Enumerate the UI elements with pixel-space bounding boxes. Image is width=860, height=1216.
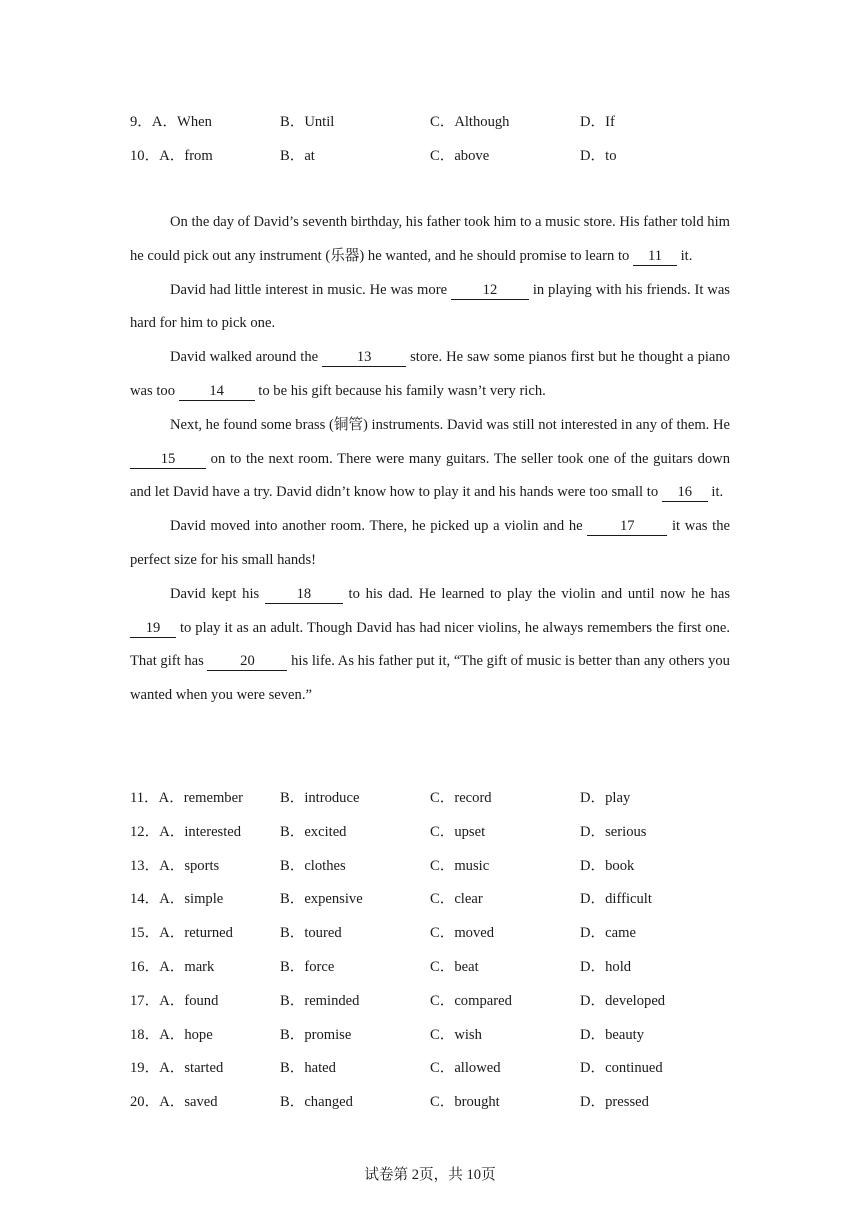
option-a: A．from	[159, 148, 213, 164]
option-d: D．pressed	[580, 1094, 649, 1111]
option-a: A．mark	[159, 959, 215, 975]
option-b: B．reminded	[280, 992, 360, 1009]
option-c: C．clear	[430, 891, 483, 908]
passage-text: to be his gift because his family wasn’t very rich.	[254, 382, 546, 399]
blank-14: 14	[179, 383, 255, 401]
passage-paragraph-1	[130, 206, 730, 274]
question-number-and-option-a	[130, 888, 223, 910]
blank-11: 11	[633, 248, 677, 266]
option-d: D．serious	[580, 823, 647, 840]
question-row-10	[130, 145, 750, 167]
option-d: D．came	[580, 925, 636, 942]
question-number-and-option-a	[130, 145, 213, 167]
option-c: C．allowed	[430, 1060, 501, 1077]
question-number-and-option-a	[130, 1091, 218, 1113]
passage-text: David had little interest in music. He was more	[170, 281, 451, 298]
option-c: C．compared	[430, 992, 512, 1009]
question-number: 10．	[130, 148, 160, 164]
passage-text: it.	[676, 247, 693, 264]
option-b: B．force	[280, 959, 335, 975]
passage-text: it.	[707, 484, 724, 501]
question-number: 12．	[130, 823, 160, 840]
option-d: D．developed	[580, 992, 666, 1009]
cloze-passage	[130, 206, 730, 713]
option-d: D．book	[580, 857, 635, 874]
blank-19: 19	[130, 620, 176, 638]
passage-text: to his dad. He learned to play the violin and until now he has	[342, 585, 730, 602]
option-a: A．hope	[159, 1026, 213, 1043]
question-number-and-option-a	[130, 855, 219, 877]
passage-paragraph-4	[130, 409, 730, 510]
passage-text: store. He saw some pianos first but he thought a piano was too	[130, 349, 730, 399]
option-a: A．started	[159, 1060, 224, 1077]
option-c: C．music	[430, 857, 490, 874]
option-d: D．If	[580, 114, 615, 130]
question-number: 15．	[130, 925, 160, 942]
question-number: 13．	[130, 857, 160, 874]
question-row	[130, 855, 750, 877]
question-row	[130, 990, 750, 1012]
option-c: C．wish	[430, 1026, 482, 1043]
blank-13: 13	[322, 349, 406, 367]
option-a: A．found	[159, 992, 219, 1009]
option-a: A．saved	[159, 1094, 218, 1111]
option-d: D．continued	[580, 1060, 663, 1077]
option-a: A．returned	[159, 925, 233, 942]
blank-17: 17	[587, 518, 667, 536]
passage-text: Next, he found some brass (铜管) instruments. David was still not interested in any of them. He	[170, 416, 730, 433]
passage-text: his life. As his father put it, “The gift of music is better than any others you wanted when you were seven.”	[130, 653, 730, 704]
blank-15: 15	[130, 451, 206, 469]
question-number: 19．	[130, 1060, 160, 1077]
option-a: A．remember	[158, 790, 243, 806]
question-number-and-option-a	[130, 111, 212, 133]
question-row	[130, 922, 750, 944]
option-c: C．brought	[430, 1094, 500, 1111]
option-b: B．changed	[280, 1094, 353, 1111]
page-footer: 试卷第 2页，共 10页	[364, 1167, 496, 1183]
option-d: D．to	[580, 148, 617, 164]
option-d: D．play	[580, 790, 631, 806]
question-number-and-option-a	[130, 990, 218, 1012]
option-d: D．beauty	[580, 1026, 645, 1043]
option-b: B．excited	[280, 823, 347, 840]
passage-paragraph-3	[130, 341, 730, 409]
passage-paragraph-2	[130, 274, 730, 342]
option-b: B．at	[280, 148, 315, 164]
option-d: D．hold	[580, 959, 632, 975]
question-number: 14．	[130, 891, 160, 908]
blank-20: 20	[207, 653, 287, 671]
passage-text: it was the perfect size for his small hands!	[130, 518, 730, 568]
question-number-and-option-a	[130, 787, 243, 809]
question-number: 18．	[130, 1026, 160, 1043]
option-a: A．sports	[159, 857, 220, 874]
option-a: A．simple	[159, 891, 224, 908]
passage-paragraph-5	[130, 510, 730, 578]
question-row	[130, 1091, 750, 1113]
option-c: C．moved	[430, 925, 495, 942]
question-number-and-option-a	[130, 821, 241, 843]
question-number-and-option-a	[130, 1024, 213, 1046]
passage-text: David walked around the	[170, 349, 323, 366]
option-b: B．toured	[280, 925, 342, 942]
question-row	[130, 956, 750, 978]
question-row	[130, 787, 750, 809]
option-b: B．introduce	[280, 790, 360, 806]
question-number: 9．	[130, 114, 152, 130]
option-c: C．Although	[430, 114, 510, 130]
question-number: 20．	[130, 1094, 160, 1111]
blank-18: 18	[265, 586, 343, 604]
option-a: A．When	[151, 114, 212, 130]
option-a: A．interested	[159, 823, 242, 840]
option-b: B．clothes	[280, 857, 346, 874]
passage-text: David moved into another room. There, he picked up a violin and he	[170, 518, 588, 535]
question-row	[130, 1024, 750, 1046]
passage-text: David kept his	[170, 585, 265, 602]
passage-text: On the day of David’s seventh birthday, his father took him to a music store. His father told him he could pick out any instrument (乐器) he wanted, and he should promise to learn to	[130, 214, 730, 264]
question-number: 11．	[130, 790, 159, 806]
option-b: B．hated	[280, 1060, 336, 1077]
question-row	[130, 888, 750, 910]
option-c: C．record	[430, 790, 492, 806]
question-row-9	[130, 111, 750, 133]
question-row	[130, 821, 750, 843]
blank-12: 12	[451, 282, 529, 300]
passage-text: to play it as an adult. Though David has had nicer violins, he always remembers the first one. That gift has	[130, 619, 730, 670]
option-c: C．beat	[430, 959, 479, 975]
passage-text: on to the next room. There were many guitars. The seller took one of the guitars down and let David have a try. David didn’t know how to play it and his hands were too small to	[130, 450, 730, 501]
question-number-and-option-a	[130, 956, 214, 978]
option-b: B．promise	[280, 1026, 352, 1043]
option-b: B．Until	[280, 114, 335, 130]
option-b: B．expensive	[280, 891, 363, 908]
passage-paragraph-6	[130, 578, 730, 713]
question-number-and-option-a	[130, 922, 233, 944]
question-number: 17．	[130, 992, 160, 1009]
question-number: 16．	[130, 959, 160, 975]
option-c: C．above	[430, 148, 490, 164]
option-c: C．upset	[430, 823, 486, 840]
option-d: D．difficult	[580, 891, 652, 908]
passage-text: in playing with his friends. It was hard for him to pick one.	[130, 281, 730, 332]
question-row	[130, 1057, 750, 1079]
blank-16: 16	[662, 484, 708, 502]
question-number-and-option-a	[130, 1057, 223, 1079]
